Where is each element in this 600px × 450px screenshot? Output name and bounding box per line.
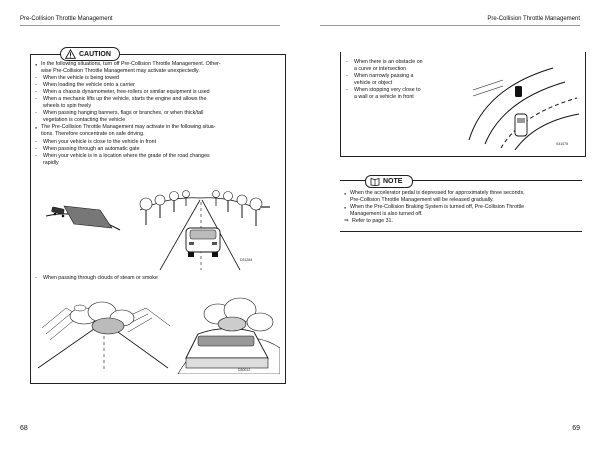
line-text: rapidly — [43, 159, 59, 166]
continuation-line — [35, 68, 280, 75]
tree-row-right — [213, 191, 263, 227]
figure-curve-intersection — [455, 60, 580, 150]
dash-marker: - — [35, 138, 37, 145]
tree-row-left — [140, 191, 190, 226]
dash-marker: - — [35, 152, 37, 159]
dash-marker: - — [35, 82, 37, 89]
continuation-line — [346, 94, 442, 101]
continuation-line — [35, 117, 280, 124]
figure2-code: D30012 — [238, 368, 251, 372]
header-right-rule — [320, 25, 580, 26]
line-text: a wall or a vehicle in front — [354, 94, 414, 101]
grade-change-illustration — [46, 206, 120, 230]
line-text: When stopping very close to — [354, 87, 421, 94]
line-text: When the vehicle is being towed — [43, 75, 119, 82]
dash-marker: - — [35, 110, 37, 117]
line-text: In the following situations, turn off Pre-Collision Throttle Management. Other- — [41, 61, 221, 67]
car-icon — [186, 328, 268, 368]
line-text: When a mechanic lifts up the vehicle, starts the engine and allows the — [43, 96, 207, 103]
dash-marker: - — [346, 59, 348, 65]
figure-steam-smoke — [36, 288, 280, 374]
line-text: When narrowly passing a — [354, 73, 414, 80]
dash-item — [35, 153, 280, 160]
bullet-item — [35, 61, 280, 68]
line-text: When the Pre-Collision Braking System is turned off, Pre-Collision Throttle — [350, 204, 525, 211]
dash-marker: - — [346, 87, 348, 94]
steam-item-text: When passing through clouds of steam or smoke — [43, 275, 158, 281]
warning-triangle-icon — [65, 49, 76, 59]
line-text: When passing hanging banners, flags or branches, or when thick/tall — [43, 110, 204, 117]
continuation-line — [346, 80, 442, 87]
bullet-item — [344, 190, 580, 197]
header-left-rule — [20, 25, 280, 26]
continuation-line — [344, 211, 580, 218]
page-number-left: 68 — [20, 425, 28, 432]
steam-item — [35, 275, 275, 282]
obstacle-list — [346, 59, 442, 101]
dash-item — [35, 89, 280, 96]
own-car-icon — [515, 114, 527, 136]
dash-item — [35, 82, 280, 89]
line-text: When your vehicle is close to the vehicle in front — [43, 138, 157, 145]
small-car-icon — [52, 207, 65, 218]
line-text: vegetation is contacting the vehicle — [43, 117, 126, 124]
dash-item — [35, 139, 280, 146]
arrow-icon: ⇒ — [344, 218, 349, 225]
continuation-line — [346, 66, 442, 73]
note-label: NOTE — [383, 178, 403, 185]
caution-label: CAUTION — [79, 50, 111, 58]
dash-marker: - — [35, 96, 37, 103]
line-text: tions. Therefore concentrate on safe driving. — [41, 131, 145, 138]
continuation-line — [35, 103, 280, 110]
obstacle-item — [346, 59, 442, 66]
bullet-marker: ● — [344, 192, 347, 196]
line-text: wise Pre-Collision Throttle Management may activate unexpectedly. — [41, 68, 200, 75]
dash-item — [35, 110, 280, 117]
figure1-code: D31284 — [240, 258, 253, 262]
line-text: wheels to spin freely — [43, 103, 91, 110]
dash-item — [35, 146, 280, 153]
caution-tab — [60, 47, 120, 61]
caution-text — [35, 61, 280, 167]
obstacle-item — [346, 73, 442, 80]
line-text: Pre-Collision Throttle Management will be released gradually. — [350, 197, 494, 204]
car-rear-icon — [186, 228, 220, 257]
smoke-car-illustration — [178, 298, 280, 374]
line-text: When the accelerator pedal is depressed for approximately three seconds, — [350, 190, 525, 196]
header-right-title: Pre-Collision Throttle Management — [487, 16, 580, 22]
line-text: When there is an obstacle on — [354, 59, 423, 65]
bullet-marker: ● — [35, 63, 38, 67]
bullet-item — [344, 204, 580, 211]
figure-ramp-road — [40, 170, 280, 270]
note-text — [344, 190, 580, 225]
oncoming-car-icon — [515, 86, 522, 97]
continuation-line — [35, 131, 280, 138]
header-left-title: Pre-Collision Throttle Management — [20, 16, 113, 22]
line-text: When your vehicle is in a location where the grade of the road changes — [43, 152, 210, 159]
continuation-line — [35, 160, 280, 167]
note-book-icon — [370, 177, 380, 186]
line-text: Management is also turned off. — [350, 211, 423, 218]
line-text: When loading the vehicle onto a carrier — [43, 82, 135, 89]
dash-marker: - — [35, 75, 37, 82]
line-text: vehicle or object — [354, 80, 393, 87]
page-reference — [344, 218, 580, 225]
line-text: Refer to page 31. — [352, 218, 393, 225]
bullet-marker: ● — [35, 126, 38, 131]
page-number-right: 69 — [572, 425, 580, 432]
steam-road-illustration — [38, 302, 170, 372]
dash-item — [35, 75, 280, 82]
line-text: When a chassis dynamometer, free-rollers or similar equipment is used — [43, 89, 210, 96]
continuation-line — [344, 197, 580, 204]
dash-marker: - — [35, 275, 37, 281]
dash-marker: - — [35, 145, 37, 152]
bullet-marker: ● — [344, 206, 347, 211]
bullet-item — [35, 124, 280, 131]
line-text: a curve or intersection — [354, 66, 407, 73]
dash-item — [35, 96, 280, 103]
dash-marker: - — [346, 73, 348, 80]
dash-marker: - — [35, 89, 37, 96]
smoke-cloud — [204, 298, 273, 331]
note-tab — [365, 175, 413, 188]
line-text: The Pre-Collision Throttle Management may activate in the following situa- — [41, 124, 216, 131]
line-text: When passing through an automatic gate — [43, 145, 140, 152]
figure3-code: S41075 — [556, 142, 569, 146]
obstacle-item — [346, 87, 442, 94]
